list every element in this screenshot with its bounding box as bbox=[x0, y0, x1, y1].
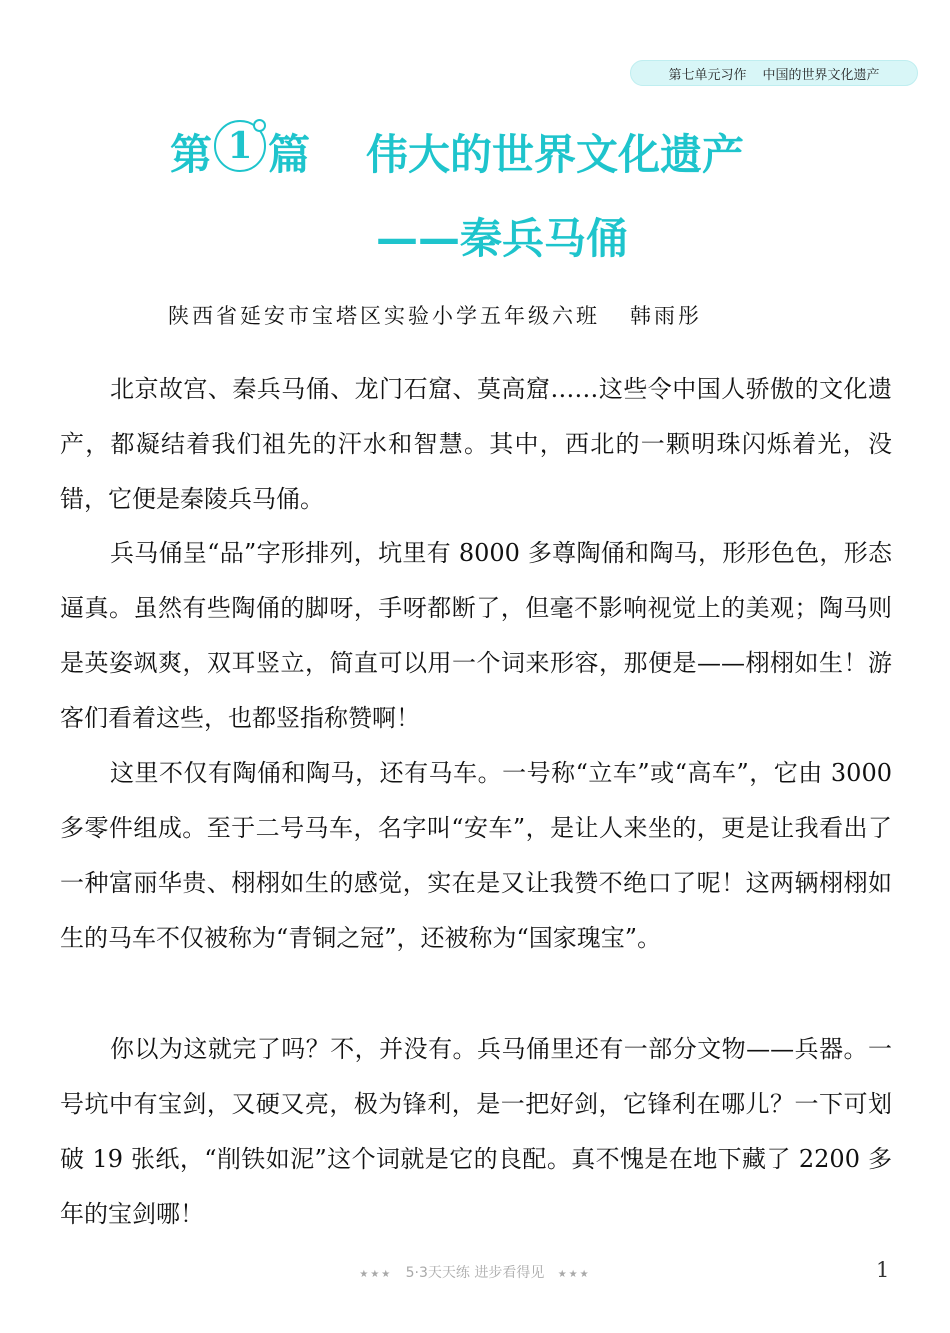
title-prefix: 第 bbox=[170, 130, 213, 179]
footer-slogan: 5·3天天练 进步看得见 bbox=[405, 1265, 545, 1281]
article-number: 1 bbox=[227, 125, 253, 167]
orbit-dot-icon bbox=[253, 119, 266, 132]
paragraph-1: 北京故宫、秦兵马俑、龙门石窟、莫高窟……这些令中国人骄傲的文化遗产，都凝结着我们祖先的汗水和智慧。其中，西北的一颗明珠闪烁着光，没错，它便是秦陵兵马俑。 bbox=[60, 375, 892, 513]
footer-stars-left-icon: ★★★ bbox=[359, 1269, 393, 1280]
topic-label: 中国的世界文化遗产 bbox=[762, 67, 880, 83]
title-suffix: 篇 bbox=[268, 130, 311, 179]
article-subtitle: ——秦兵马俑 bbox=[376, 214, 629, 263]
article-number-badge bbox=[214, 120, 266, 172]
footer-slogan-bar bbox=[0, 1262, 950, 1282]
title-main: 伟大的世界文化遗产 bbox=[366, 130, 745, 179]
paragraph-4: 你以为这就完了吗？不，并没有。兵马俑里还有一部分文物——兵器。一号坑中有宝剑，又硬又亮，极为锋利，是一把好剑，它锋利在哪儿？一下可划破 19 张纸，“削铁如泥”这个词就是它的良配。真不愧是在地下藏了 2200 多年的宝剑哪！ bbox=[60, 1035, 892, 1228]
author-name: 韩雨彤 bbox=[630, 304, 702, 328]
footer-stars-right-icon: ★★★ bbox=[557, 1269, 591, 1280]
unit-header-badge bbox=[630, 60, 918, 86]
page-number: 1 bbox=[876, 1258, 890, 1282]
author-line bbox=[168, 300, 702, 330]
unit-label: 第七单元习作 bbox=[668, 67, 747, 83]
author-school: 陕西省延安市宝塔区实验小学五年级六班 bbox=[168, 304, 600, 328]
paragraph-3: 这里不仅有陶俑和陶马，还有马车。一号称“立车”或“高车”，它由 3000 多零件组成。至于二号马车，名字叫“安车”，是让人来坐的，更是让我看出了一种富丽华贵、栩栩如生的感觉，实在是又让我赞不绝口了呢！这两辆栩栩如生的马车不仅被称为“青铜之冠”，还被称为“国家瑰宝”。 bbox=[60, 759, 892, 952]
paragraph-2: 兵马俑呈“品”字形排列，坑里有 8000 多尊陶俑和陶马，形形色色，形态逼真。虽然有些陶俑的脚呀，手呀都断了，但毫不影响视觉上的美观；陶马则是英姿飒爽，双耳竖立，简直可以用一个词来形容，那便是——栩栩如生！游客们看着这些，也都竖指称赞啊！ bbox=[60, 539, 892, 732]
